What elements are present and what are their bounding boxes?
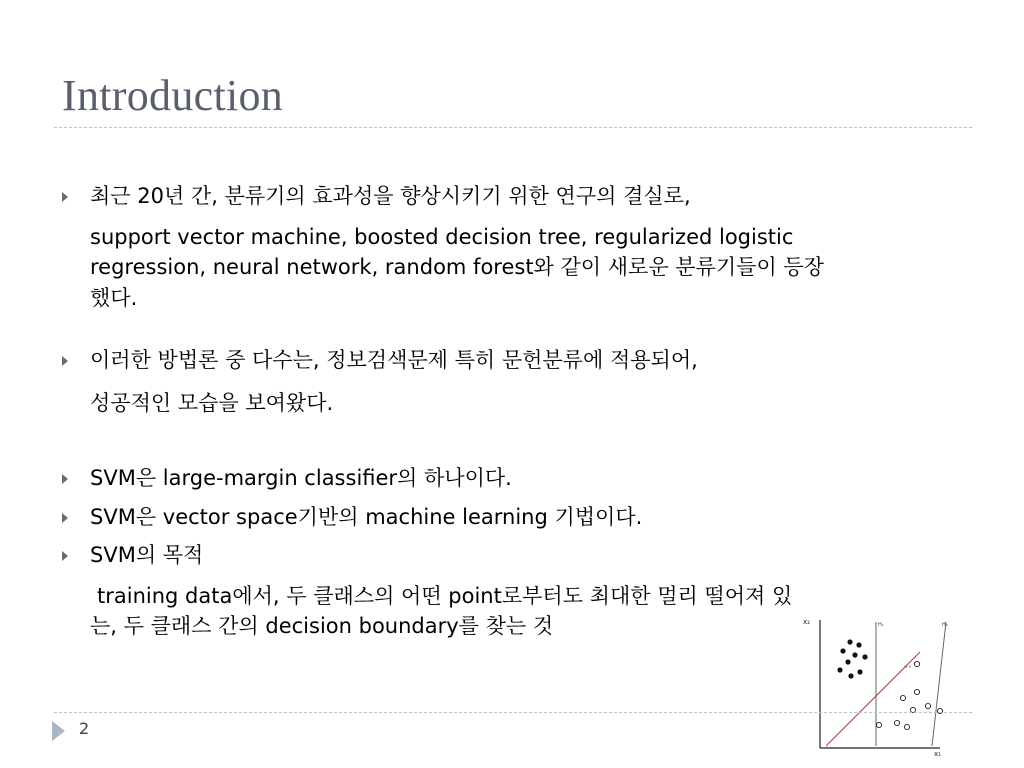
page-marker-icon	[52, 721, 65, 741]
page-number: 2	[79, 719, 90, 738]
point-hollow	[914, 689, 919, 694]
slide-title: Introduction	[62, 71, 284, 120]
bullet-4-text: SVM은 vector space기반의 machine learning 기법이다.	[90, 505, 643, 529]
margin-label: w·x	[904, 664, 911, 669]
bullet-arrow-icon	[62, 192, 68, 202]
y-axis-label: x₂	[803, 618, 810, 626]
bullet-1-continuation: support vector machine, boosted decision tree, regularized logistic	[90, 225, 794, 249]
bullet-5-text: SVM의 목적	[90, 543, 204, 567]
bullet-2-continuation: 성공적인 모습을 보여왔다.	[90, 391, 334, 415]
hyperplane-h2	[932, 622, 946, 746]
bullet-arrow-icon	[62, 356, 68, 366]
bullet-1-continuation: 했다.	[90, 286, 138, 310]
x-axis-label: x₁	[934, 750, 941, 758]
bullet-1-continuation: regression, neural network, random forest와 같이 새로운 분류기들이 등장	[90, 255, 824, 279]
point-filled	[856, 642, 861, 647]
point-hollow	[925, 703, 930, 708]
point-filled	[840, 648, 845, 653]
point-filled	[837, 667, 842, 672]
point-hollow	[904, 724, 909, 729]
bullet-arrow-icon	[62, 551, 68, 561]
point-filled	[845, 659, 850, 664]
point-hollow	[876, 722, 881, 727]
footer-divider	[54, 712, 972, 713]
bullet-3-text: SVM은 large-margin classifier의 하나이다.	[90, 466, 512, 490]
point-filled	[857, 669, 862, 674]
point-filled	[852, 652, 857, 657]
bullet-5-continuation: 는, 두 클래스 간의 decision boundary를 찾는 것	[90, 614, 554, 638]
point-hollow	[914, 661, 919, 666]
class-b-points	[876, 661, 942, 729]
point-hollow	[894, 720, 899, 725]
title-divider	[54, 127, 972, 128]
point-filled	[847, 639, 852, 644]
class-a-points	[837, 639, 867, 678]
point-filled	[862, 654, 867, 659]
h2-label: H₂	[942, 622, 948, 628]
svm-hyperplane-figure	[800, 612, 952, 758]
h1-label: H₁	[878, 622, 884, 628]
bullet-arrow-icon	[62, 474, 68, 484]
point-filled	[848, 673, 853, 678]
bullet-2-text: 이러한 방법론 중 다수는, 정보검색문제 특히 문헌분류에 적용되어,	[90, 348, 698, 372]
point-hollow	[900, 695, 905, 700]
bullet-arrow-icon	[62, 513, 68, 523]
bullet-5-continuation: training data에서, 두 클래스의 어떤 point로부터도 최대한 멀리 떨어져 있	[97, 584, 793, 608]
bullet-1-text: 최근 20년 간, 분류기의 효과성을 향상시키기 위한 연구의 결실로,	[90, 184, 691, 208]
